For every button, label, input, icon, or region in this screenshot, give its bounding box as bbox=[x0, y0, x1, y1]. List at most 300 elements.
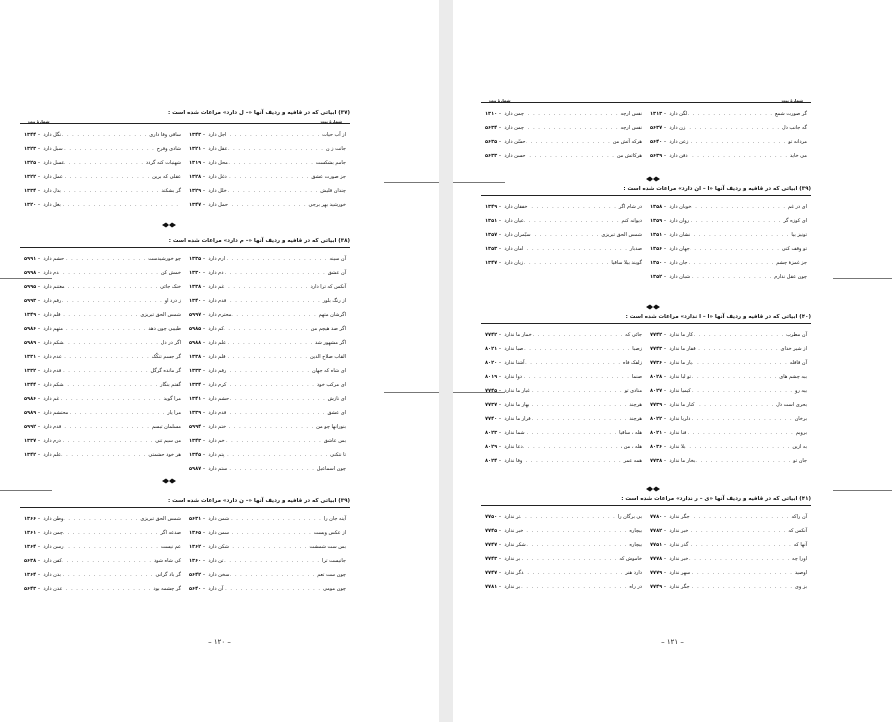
verse-end: شکم دارد bbox=[43, 340, 64, 346]
verse-end: چمن دارد bbox=[504, 125, 524, 131]
verse-number: – ۱۳۲۳ bbox=[24, 146, 43, 152]
dot-leader bbox=[228, 202, 309, 208]
verse-row bbox=[485, 510, 642, 524]
verse-start: اگر در دل bbox=[160, 340, 181, 346]
verse-row bbox=[189, 308, 346, 322]
verse-row bbox=[189, 294, 346, 308]
verse-end: اجل دارد bbox=[208, 132, 227, 138]
verse-row bbox=[189, 198, 346, 212]
verse-end: خفقان دارد bbox=[504, 204, 528, 210]
verse-number: – ۷۷۵۱ bbox=[650, 542, 669, 548]
dot-leader bbox=[686, 430, 795, 436]
verse-row bbox=[24, 308, 181, 322]
verse-number: – ۵۶۴۰ bbox=[189, 586, 208, 592]
verse-start: گر مانده گرگل bbox=[150, 368, 181, 374]
verse-end: زبان دارد bbox=[504, 260, 524, 266]
dot-leader bbox=[63, 174, 152, 180]
verse-start: گر صورت شمع bbox=[774, 111, 807, 117]
verse-start: بس عاشق bbox=[323, 438, 346, 444]
verse-start: به ازین bbox=[792, 444, 807, 450]
verse-number: – ۱۳۳۹ bbox=[189, 410, 208, 416]
verse-number: – ۵۹۹۴ bbox=[189, 424, 208, 430]
verse-number: – ۱۳۴۲ bbox=[24, 452, 43, 458]
verse-columns bbox=[481, 505, 811, 594]
column-heading: شمارۀ بیت bbox=[320, 119, 342, 124]
verse-start: کی شاه شود bbox=[153, 558, 181, 564]
section-title: (۳۹) ابیاتی که در قافیه و ردیف آنها «– ن دارد» مراعات شده است : bbox=[168, 498, 350, 504]
verse-number: – ۱۳۳۲ bbox=[24, 368, 43, 374]
verse-row bbox=[189, 378, 346, 392]
verse-row bbox=[485, 135, 642, 149]
dot-leader bbox=[520, 556, 619, 562]
dot-leader bbox=[688, 153, 790, 159]
verse-end: ختم دارد bbox=[208, 424, 227, 430]
margin-rule bbox=[384, 392, 439, 393]
verse-start: بیچاره bbox=[629, 528, 642, 534]
verse-row bbox=[485, 342, 642, 356]
verse-start: می خاید bbox=[789, 153, 807, 159]
verse-number: – ۸۰۲۱ bbox=[650, 430, 669, 436]
verse-row bbox=[650, 256, 807, 270]
verse-end: عمل دارد bbox=[43, 174, 63, 180]
dot-leader bbox=[690, 514, 792, 520]
verse-number: – ۵۶۳۹ bbox=[650, 153, 669, 159]
dot-leader bbox=[64, 544, 161, 550]
verse-number: – ۱۳۵۳ bbox=[485, 246, 504, 252]
verse-column-right bbox=[185, 252, 350, 476]
verse-row bbox=[650, 412, 807, 426]
verse-row bbox=[189, 322, 346, 336]
verse-end: بخار ما ندارد bbox=[669, 458, 696, 464]
verse-end: خبر ندارد bbox=[504, 528, 524, 534]
dot-leader bbox=[687, 260, 776, 266]
verse-row bbox=[189, 336, 346, 350]
section-37 bbox=[20, 110, 350, 212]
verse-start: هرچند bbox=[629, 402, 642, 408]
verse-number: – ۷۷۴۳ bbox=[650, 346, 669, 352]
verse-number: – ۱۳۴۷ bbox=[189, 202, 208, 208]
section-38 bbox=[20, 238, 350, 476]
verse-row bbox=[24, 170, 181, 184]
verse-start: جامم بشکست bbox=[315, 160, 346, 166]
verse-number: – ۱۳۵۰ bbox=[650, 260, 669, 266]
dot-leader bbox=[225, 256, 329, 262]
verse-start: ای عشق bbox=[327, 410, 346, 416]
verse-number: – ۱۳۲۵ bbox=[24, 160, 43, 166]
verse-end: بر ندارد bbox=[504, 584, 521, 590]
margin-rule bbox=[384, 182, 439, 183]
verse-number: – ۱۳۴۳ bbox=[189, 438, 208, 444]
verse-row bbox=[650, 510, 807, 524]
verse-number: – ۵۹۹۵ bbox=[24, 284, 43, 290]
dot-leader bbox=[526, 153, 617, 159]
verse-number: – ۵۶۳۸ bbox=[24, 558, 43, 564]
verse-number: – ۱۳۶۴ bbox=[24, 572, 43, 578]
verse-row bbox=[650, 552, 807, 566]
dot-leader bbox=[530, 388, 625, 394]
verse-end: حشم دارد bbox=[208, 396, 230, 402]
verse-end: سهر ندارد bbox=[669, 570, 691, 576]
verse-row bbox=[485, 398, 642, 412]
verse-number: – ۷۷۴۹ bbox=[650, 584, 669, 590]
verse-end: خوبان دارد bbox=[669, 204, 692, 210]
verse-row bbox=[650, 566, 807, 580]
verse-number: – ۵۹۸۶ bbox=[24, 396, 43, 402]
verse-row bbox=[650, 228, 807, 242]
dot-leader bbox=[532, 332, 626, 338]
verse-start: در شام اگر bbox=[618, 204, 642, 210]
dot-leader bbox=[61, 424, 152, 430]
dot-leader bbox=[685, 444, 792, 450]
verse-row bbox=[24, 448, 181, 462]
dot-leader bbox=[62, 558, 154, 564]
section-title: (۳۸) ابیاتی که در قافیه و ردیف آنها «– م دارد» مراعات شده است : bbox=[168, 238, 350, 244]
verse-start: هر خود حشمتی bbox=[148, 452, 181, 458]
verse-start: جز صورت عشق bbox=[311, 174, 346, 180]
verse-end: سمن دارد bbox=[208, 530, 230, 536]
page-number: – ۱۲۱ – bbox=[661, 638, 684, 646]
verse-column-right bbox=[646, 200, 811, 284]
verse-end: شکم دارد bbox=[43, 382, 64, 388]
dot-leader bbox=[524, 111, 621, 117]
verse-row bbox=[485, 384, 642, 398]
section-title: (۴۰) ابیاتی که در قافیه و ردیف آنها «ا – ا ندارد» مراعات شده است : bbox=[625, 314, 811, 320]
verse-start: برویم bbox=[795, 430, 807, 436]
verse-start: بی برگان را bbox=[617, 514, 642, 520]
verse-end: کنار ما ندارد bbox=[669, 402, 695, 408]
verse-row bbox=[189, 462, 346, 476]
verse-row bbox=[24, 420, 181, 434]
verse-row bbox=[189, 364, 346, 378]
section-39b bbox=[481, 186, 811, 284]
verse-number: – ۸۰۳۶ bbox=[650, 444, 669, 450]
verse-start: منادی تو bbox=[624, 388, 642, 394]
verse-row bbox=[650, 356, 807, 370]
verse-number: – ۱۳۴۳ bbox=[189, 132, 208, 138]
verse-end: روان دارد bbox=[669, 218, 690, 224]
dot-leader bbox=[523, 246, 629, 252]
verse-number: – ۱۳۵۱ bbox=[650, 232, 669, 238]
dot-leader bbox=[229, 572, 317, 578]
dot-leader bbox=[227, 174, 312, 180]
verse-number: – ۸۰۲۹ bbox=[485, 444, 504, 450]
margin-rule bbox=[833, 278, 892, 279]
verse-start: بحری است دل bbox=[776, 402, 807, 408]
dot-leader bbox=[225, 438, 324, 444]
verse-end: شکن دارد bbox=[208, 544, 229, 550]
verse-number: – ۱۳۲۸ bbox=[189, 174, 208, 180]
verse-end: لگن دارد bbox=[669, 111, 688, 117]
verse-end: چمن دارد bbox=[504, 111, 524, 117]
dot-leader bbox=[690, 232, 791, 238]
verse-start: تو وقف کنی bbox=[781, 246, 807, 252]
verse-start: گفتم بنگار bbox=[160, 382, 181, 388]
margin-rule bbox=[833, 490, 892, 491]
verse-end: بدن دارد bbox=[43, 572, 61, 578]
verse-end: علم دارد bbox=[43, 452, 62, 458]
verse-row bbox=[485, 440, 642, 454]
verse-column-left bbox=[481, 510, 646, 594]
dot-leader bbox=[223, 586, 323, 592]
verse-end: کفن دارد bbox=[43, 558, 62, 564]
verse-start: آنها که bbox=[793, 542, 807, 548]
verse-end: کیمیا ندارد bbox=[669, 388, 691, 394]
verse-number: – ۱۳۳۸ bbox=[189, 284, 208, 290]
dot-leader bbox=[523, 444, 621, 450]
dot-leader bbox=[695, 402, 777, 408]
verse-end: وطن دارد bbox=[43, 516, 64, 522]
verse-end: حسن دارد bbox=[504, 153, 526, 159]
verse-end: آن دارد bbox=[208, 586, 224, 592]
verse-row bbox=[189, 142, 346, 156]
verse-end: حسّن دارد bbox=[504, 139, 526, 145]
verse-end: قدم دارد bbox=[43, 424, 62, 430]
verse-number: – ۵۶۳۳ bbox=[485, 153, 504, 159]
dot-leader bbox=[525, 360, 623, 366]
verse-start: چون ست تعم bbox=[317, 572, 346, 578]
verse-start: ای در غم bbox=[787, 204, 807, 210]
verse-row bbox=[24, 184, 181, 198]
verse-number: – ۸۰۲۷ bbox=[650, 388, 669, 394]
verse-row bbox=[485, 412, 642, 426]
verse-number: – ۷۷۴۲ bbox=[485, 332, 504, 338]
verse-row bbox=[485, 370, 642, 384]
verse-number: – ۱۳۴۱ bbox=[189, 396, 208, 402]
verse-end: غم دارد bbox=[43, 396, 60, 402]
verse-column-left bbox=[20, 252, 185, 476]
verse-start: بیچاره bbox=[629, 542, 642, 548]
verse-row bbox=[485, 256, 642, 270]
verse-start: نفس ارچه bbox=[620, 125, 642, 131]
verse-number: – ۷۷۸۱ bbox=[485, 584, 504, 590]
dot-leader bbox=[58, 270, 160, 276]
left-page bbox=[0, 0, 439, 722]
verse-start: ای شاه که جهان bbox=[311, 368, 346, 374]
verse-row bbox=[189, 526, 346, 540]
verse-number: – ۱۳۳۰ bbox=[189, 270, 208, 276]
verse-number: – ۸۰۲۳ bbox=[485, 430, 504, 436]
verse-start: چون مومی bbox=[322, 586, 346, 592]
dot-leader bbox=[64, 160, 146, 166]
dot-leader bbox=[68, 410, 167, 416]
dot-leader bbox=[223, 558, 322, 564]
right-page bbox=[453, 0, 892, 722]
verse-end: دوا ندارد bbox=[504, 374, 522, 380]
verse-number: – ۱۳۳۵ bbox=[189, 256, 208, 262]
verse-number: – ۵۶۳۴ bbox=[485, 125, 504, 131]
verse-end: قرار ما ندارد bbox=[504, 416, 531, 422]
dot-leader bbox=[522, 458, 623, 464]
verse-number: – ۱۳۵۶ bbox=[650, 246, 669, 252]
dot-leader bbox=[224, 326, 311, 332]
dot-leader bbox=[62, 586, 153, 592]
verse-end: ذقن دارد bbox=[669, 153, 688, 159]
dot-leader bbox=[690, 246, 782, 252]
verse-row bbox=[650, 149, 807, 163]
verse-number: – ۵۹۹۱ bbox=[24, 256, 43, 262]
verse-end: محل دارد bbox=[208, 160, 228, 166]
verse-start: صنما bbox=[631, 374, 642, 380]
dot-leader bbox=[223, 270, 327, 276]
verse-number: – ۵۹۹۷ bbox=[189, 312, 208, 318]
verse-number: – ۱۳۱۰ bbox=[485, 111, 504, 117]
margin-rule bbox=[453, 182, 505, 183]
verse-number: – ۵۶۴۲ bbox=[189, 572, 208, 578]
verse-row bbox=[650, 342, 807, 356]
dot-leader bbox=[229, 516, 324, 522]
verse-start: گر بشکند bbox=[161, 188, 181, 194]
verse-start: جان تو bbox=[793, 458, 807, 464]
dot-leader bbox=[688, 139, 788, 145]
verse-end: قلم دارد bbox=[43, 312, 61, 318]
verse-number: – ۱۳۴۹ bbox=[485, 204, 504, 210]
verse-number: – ۷۷۸۲ bbox=[650, 528, 669, 534]
verse-end: مغتنم دارد bbox=[43, 284, 65, 290]
verse-row bbox=[485, 107, 642, 121]
verse-number: – ۷۷۳۹ bbox=[650, 402, 669, 408]
verse-start: عقلی که برین bbox=[152, 174, 181, 180]
dot-leader bbox=[692, 360, 790, 366]
verse-column-left bbox=[481, 200, 646, 284]
verse-row bbox=[650, 200, 807, 214]
verse-columns bbox=[20, 247, 350, 476]
verse-start: ببه چشم های bbox=[779, 374, 807, 380]
verse-number: – ۵۹۹۳ bbox=[24, 298, 43, 304]
column-heading: شمارۀ بیت bbox=[28, 119, 50, 124]
verse-end: زن دارد bbox=[669, 125, 686, 131]
dot-leader bbox=[227, 146, 325, 152]
dot-leader bbox=[687, 111, 775, 117]
verse-number: – ۱۳۵۸ bbox=[650, 204, 669, 210]
verse-start: برخان bbox=[794, 416, 807, 422]
verse-number: – ۱۳۴۷ bbox=[485, 260, 504, 266]
verse-row bbox=[650, 328, 807, 342]
verse-number: – ۷۷۴۷ bbox=[485, 570, 504, 576]
verse-start: آن سینه bbox=[329, 256, 346, 262]
ornament-icon bbox=[645, 176, 661, 182]
verse-end: سخن دارد bbox=[208, 572, 230, 578]
dot-leader bbox=[520, 584, 629, 590]
dot-leader bbox=[59, 396, 163, 402]
verse-end: فنا ندارد bbox=[669, 430, 687, 436]
verse-row bbox=[485, 228, 642, 242]
verse-column-left bbox=[481, 328, 646, 468]
verse-number: – ۸۰۲۸ bbox=[650, 374, 669, 380]
verse-number: – ۵۹۹۲ bbox=[24, 424, 43, 430]
verse-start: ای نازش bbox=[327, 396, 346, 402]
dot-leader bbox=[688, 542, 793, 548]
verse-row bbox=[650, 538, 807, 552]
verse-row bbox=[485, 200, 642, 214]
dot-leader bbox=[229, 544, 310, 550]
verse-number: – ۵۹۸۶ bbox=[24, 326, 43, 332]
verse-row bbox=[24, 198, 181, 212]
verse-end: قدم دارد bbox=[208, 410, 227, 416]
verse-end: شبان دارد bbox=[669, 274, 691, 280]
verse-end: صبا ندارد bbox=[504, 346, 524, 352]
verse-start: زصبا bbox=[632, 346, 642, 352]
verse-number: – ۵۹۸۸ bbox=[189, 340, 208, 346]
dot-leader bbox=[690, 570, 795, 576]
verse-number: – ۸۰۱۹ bbox=[485, 374, 504, 380]
verse-end: نشان دارد bbox=[669, 232, 691, 238]
verse-start: طبیبی چون دهد bbox=[148, 326, 181, 332]
verse-start: آن قافله bbox=[789, 360, 807, 366]
dot-leader bbox=[693, 332, 786, 338]
verse-number: – ۷۷۸۰ bbox=[650, 514, 669, 520]
verse-start: مردانه تو bbox=[788, 139, 807, 145]
verse-start: گویند بیلا ساقیا bbox=[611, 260, 642, 266]
verse-start: من سیم تنی bbox=[155, 438, 181, 444]
verse-row bbox=[485, 454, 642, 468]
verse-end: خمار ما ندارد bbox=[504, 332, 532, 338]
verse-number: – ۱۳۶۰ bbox=[189, 558, 208, 564]
dot-leader bbox=[523, 570, 625, 576]
verse-number: – ۷۷۴۵ bbox=[485, 388, 504, 394]
dot-leader bbox=[695, 458, 793, 464]
verse-start: صدعه اگر bbox=[160, 530, 181, 536]
verse-end: بلا ندارد bbox=[669, 444, 686, 450]
verse-end: جهان دارد bbox=[669, 246, 690, 252]
verse-row bbox=[485, 524, 642, 538]
verse-start: نفس ارچه bbox=[620, 111, 642, 117]
verse-end: غم دارد bbox=[208, 284, 225, 290]
verse-row bbox=[485, 149, 642, 163]
verse-row bbox=[650, 426, 807, 440]
verse-number: – ۱۳۴۴ bbox=[24, 132, 43, 138]
verse-row bbox=[24, 582, 181, 596]
verse-columns bbox=[481, 195, 811, 284]
verse-row bbox=[24, 294, 181, 308]
verse-end: امان دارد bbox=[504, 246, 524, 252]
verse-row bbox=[189, 280, 346, 294]
dot-leader bbox=[685, 125, 782, 131]
verse-column-left bbox=[20, 128, 185, 212]
verse-start: چندان قلیش bbox=[320, 188, 346, 194]
verse-start: خاموش که bbox=[619, 556, 642, 562]
verse-number: – ۱۳۲۱ bbox=[189, 146, 208, 152]
verse-start: همه عمر bbox=[623, 458, 642, 464]
verse-column-left bbox=[481, 107, 646, 163]
dot-leader bbox=[524, 125, 621, 131]
dot-leader bbox=[691, 374, 779, 380]
dot-leader bbox=[531, 416, 630, 422]
verse-row bbox=[650, 440, 807, 454]
verse-start: بز وی bbox=[794, 584, 807, 590]
margin-rule bbox=[0, 490, 52, 491]
verse-start: اگر مشهور شد bbox=[315, 340, 346, 346]
verse-number: – ۷۷۴۷ bbox=[485, 542, 504, 548]
section-title: (۴۱) ابیاتی که در قافیه و ردیف آنها «ی – ر ندارد» مراعات شده است : bbox=[621, 496, 811, 502]
verse-end: تن دارد bbox=[208, 558, 224, 564]
verse-row bbox=[650, 242, 807, 256]
dot-leader bbox=[227, 466, 317, 472]
dot-leader bbox=[65, 284, 161, 290]
verse-start: جز غمزۀ چشم bbox=[776, 260, 807, 266]
verse-start: آن عشق bbox=[327, 270, 346, 276]
verse-start: آن راکه bbox=[791, 514, 807, 520]
verse-end: بغل دارد bbox=[43, 202, 61, 208]
dot-leader bbox=[688, 528, 788, 534]
verse-number: – ۷۷۳۸ bbox=[650, 458, 669, 464]
dot-leader bbox=[688, 556, 792, 562]
verse-end: جگر ندارد bbox=[669, 584, 690, 590]
dot-leader bbox=[224, 452, 330, 458]
verse-row bbox=[485, 328, 642, 342]
verse-number: – ۱۳۶۶ bbox=[24, 516, 43, 522]
verse-start: هرچند bbox=[629, 416, 642, 422]
verse-end: خبر ندارد bbox=[669, 528, 689, 534]
